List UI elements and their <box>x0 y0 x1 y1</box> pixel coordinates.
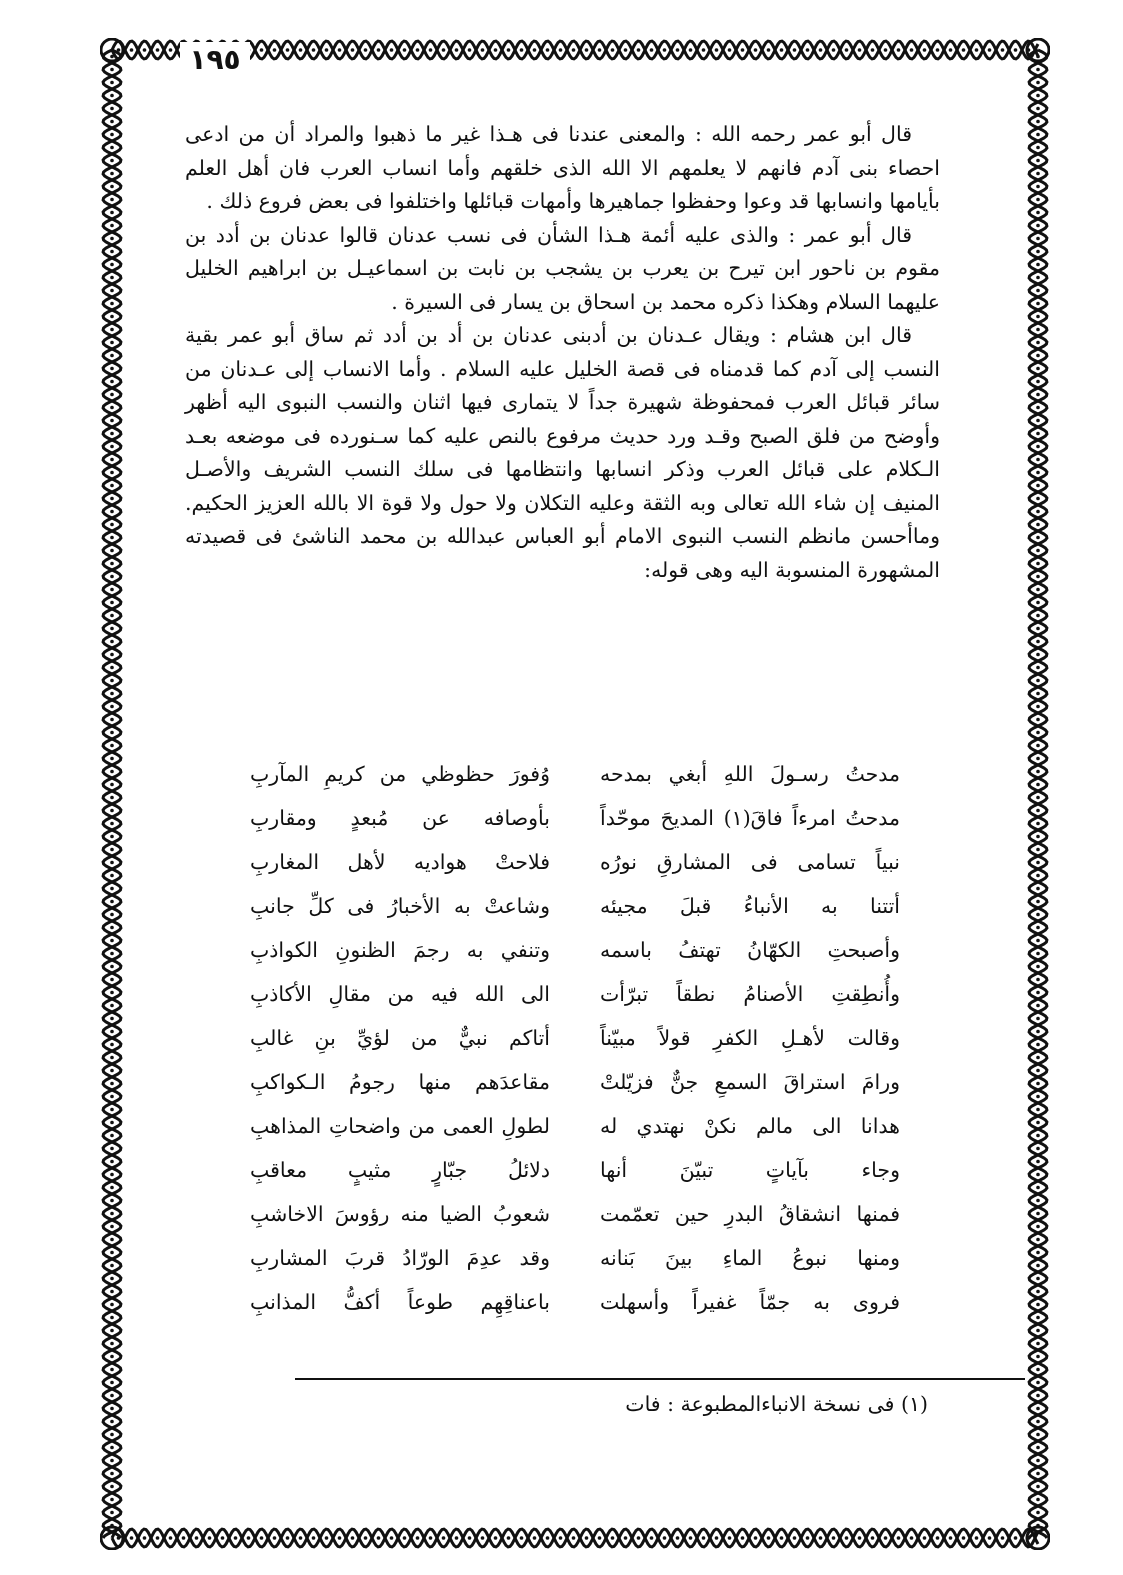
verse-second-hemistich: باعناقِهِم طوعاً أكفُّ المذانبِ <box>250 1290 550 1314</box>
verse <box>250 1060 900 1104</box>
verse-first-hemistich: هدانا الى مالم نكنْ نهتدي له <box>600 1114 900 1138</box>
paragraph-2 <box>185 219 940 320</box>
verse <box>250 752 900 796</box>
verse-second-hemistich: الى الله فيه من مقالِ الأكاذبِ <box>250 982 550 1006</box>
verse <box>250 884 900 928</box>
verse <box>250 1280 900 1324</box>
verse-second-hemistich: وتنفي به رجمَ الظنونِ الكواذبِ <box>250 938 550 962</box>
verse-second-hemistich: لطولِ العمى من واضحاتِ المذاهبِ <box>250 1114 550 1138</box>
verse <box>250 1148 900 1192</box>
page-number: ١٩٥ <box>180 42 250 78</box>
verse <box>250 1236 900 1280</box>
verse <box>250 796 900 840</box>
verse-second-hemistich: دلائلُ جبّارٍ مثيبٍ معاقبِ <box>250 1158 550 1182</box>
paragraph-text: قال أبو عمر رحمه الله : والمعنى عندنا فى هـذا غير ما ذهبوا والمراد أن من ادعى احصاء بنى آدم فانهم لا يعلمهم الا الله الذى خلقهم وأما انساب العرب فان أهل العلم بأيامها وانسابها قد وعوا وحفظوا جماهيرها وأمهات قبائلها واختلفوا فى بعض فروع ذلك . <box>185 122 940 213</box>
verse <box>250 1016 900 1060</box>
verse-first-hemistich: وجاء بآياتٍ تبيّنَ أنها <box>600 1158 900 1182</box>
verse-second-hemistich: مقاعدَهم منها رجومُ الـكواكبِ <box>250 1070 550 1094</box>
verse-first-hemistich: وأُنطِقتِ الأصنامُ نطقاً تبرّأت <box>600 982 900 1006</box>
verse-first-hemistich: ومنها نبوعُ الماءِ بينَ بَنانه <box>600 1246 900 1270</box>
verse-second-hemistich: وقد عدِمَ الورّادُ قربَ المشاربِ <box>250 1246 550 1270</box>
verse-first-hemistich: ورامَ استراقَ السمعِ جنٌّ فزيّلتْ <box>600 1070 900 1094</box>
verse-first-hemistich: وأصبحتِ الكهّانُ تهتفُ باسمه <box>600 938 900 962</box>
footnote: (١) فى نسخة الانباءالمطبوعة : فات <box>625 1392 928 1416</box>
main-text <box>185 118 940 587</box>
verse-first-hemistich: فمنها انشقاقُ البدرِ حين تعمّمت <box>600 1202 900 1226</box>
poem <box>250 752 900 1324</box>
paragraph-1 <box>185 118 940 219</box>
paragraph-text: قال أبو عمر : والذى عليه أئمة هـذا الشأن فى نسب عدنان قالوا عدنان بن أدد بن مقوم بن ناحور ابن تيرح بن يعرب بن يشجب بن نابت بن اسماعيـل بن ابراهيم الخليل عليهما السلام وهكذا ذكره محمد بن اسحاق بن يسار فى السيرة . <box>185 222 940 314</box>
verse-first-hemistich: أتتنا به الأنباءُ قبلَ مجيئه <box>600 894 900 918</box>
verse <box>250 1104 900 1148</box>
paragraph-3 <box>185 319 940 587</box>
verse-second-hemistich: وشاعتْ به الأخبارُ فى كلِّ جانبِ <box>250 894 550 918</box>
verse-first-hemistich: مدحتُ امرءاً فاقَ(١) المديحَ موحّداً <box>600 806 900 830</box>
verse-second-hemistich: أتاكم نبيٌّ من لؤيِّ بنِ غالبِ <box>250 1026 550 1050</box>
verse-first-hemistich: نبياً تسامى فى المشارقِ نورُه <box>600 850 900 874</box>
verse <box>250 1192 900 1236</box>
verse <box>250 972 900 1016</box>
verse-second-hemistich: شعوبُ الضيا منه رؤوسَ الاخاشبِ <box>250 1202 550 1226</box>
verse-first-hemistich: وقالت لأهـلِ الكفرِ قولاً مبيّناً <box>600 1026 900 1050</box>
verse-second-hemistich: وُفورَ حظوظي من كريمِ المآربِ <box>250 762 550 786</box>
verse <box>250 928 900 972</box>
verse-first-hemistich: فروى به جمّاً غفيراً وأسهلت <box>600 1290 900 1314</box>
footnote-divider <box>295 1378 1025 1380</box>
paragraph-text: قال ابن هشام : ويقال عـدنان بن أدبنى عدنان بن أد بن أدد ثم ساق أبو عمر بقية النسب إلى آدم كما قدمناه فى قصة الخليل عليه السلام . وأما الانساب إلى عـدنان من سائر قبائل العرب فمحفوظة شهيرة جداً لا يتمارى فيها اثنان والنسب النبوى اليه أظهر وأوضح من فلق الصبح وقـد ورد حديث مرفوع بالنص عليه كما سـنورده فى موضعه بعـد الـكلام على قبائل العرب وذكر انسابها وانتظامها فى سلك النسب الشريف والأصـل المنيف إن شاء الله تعالى وبه الثقة وعليه التكلان ولا حول ولا قوة الا بالله العزيز الحكيم. وماأحسن مانظم النسب النبوى الامام أبو العباس عبدالله بن محمد الناشئ فى قصيدته المشهورة المنسوبة اليه وهى قوله: <box>185 323 940 582</box>
verse-second-hemistich: بأوصافه عن مُبعدٍ ومقاربِ <box>250 806 550 830</box>
verse-second-hemistich: فلاحتْ هواديه لأهل المغاربِ <box>250 850 550 874</box>
verse <box>250 840 900 884</box>
verse-first-hemistich: مدحتُ رسـولَ اللهِ أبغي بمدحه <box>600 762 900 786</box>
